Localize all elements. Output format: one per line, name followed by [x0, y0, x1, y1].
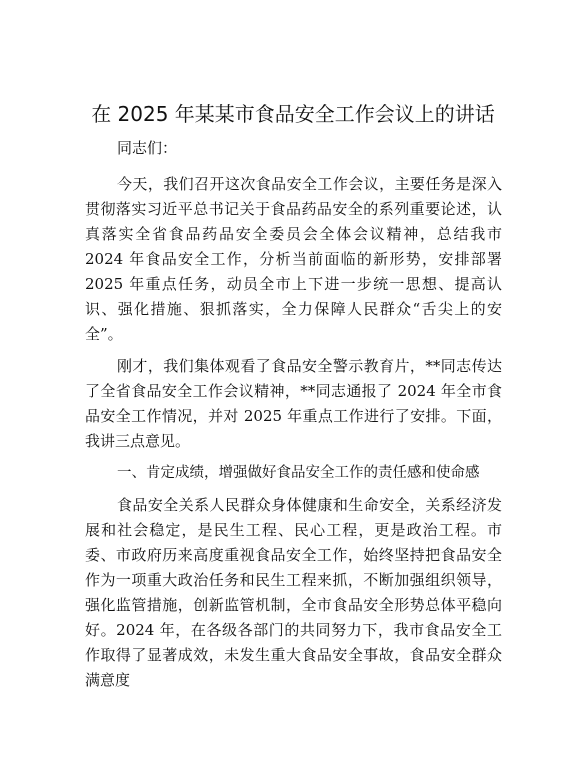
section-heading: 一、肯定成绩，增强做好食品安全工作的责任感和使命感	[117, 465, 480, 481]
document-body	[85, 136, 502, 700]
paragraph-agenda: 刚才，我们集体观看了食品安全警示教育片，**同志传达了全省食品安全工作会议精神，**同志通报了 2024 年全市食品安全工作情况，并对 2025 年重点工作进行了安排。下面，我讲三点意见。	[85, 357, 502, 450]
salutation: 同志们：	[117, 139, 178, 157]
paragraph-opening: 今天，我们召开这次食品安全工作会议，主要任务是深入贯彻落实习近平总书记关于食品药品安全的系列重要论述，认真落实全省食品药品安全委员会全体会议精神，总结我市 2024 年食品安全工作，分析当前面临的新形势，安排部署 2025 年重点任务，动员全市上下进一步统一思想、提高认识、强化措施、狠抓落实，全力保障人民群众“舌尖上的安全”。	[85, 175, 502, 343]
page-title: 在 2025 年某某市食品安全工作会议上的讲话	[91, 102, 495, 126]
paragraph-section-one: 食品安全关系人民群众身体健康和生命安全，关系经济发展和社会稳定，是民生工程、民心工程，更是政治工程。市委、市政府历来高度重视食品安全工作，始终坚持把食品安全作为一项重大政治任务和民生工程来抓，不断加强组织领导，强化监管措施，创新监管机制，全市食品安全形势总体平稳向好。2024 年，在各级各部门的共同努力下，我市食品安全工作取得了显著成效，未发生重大食品安全事故，食品安全群众满意度	[85, 496, 502, 689]
